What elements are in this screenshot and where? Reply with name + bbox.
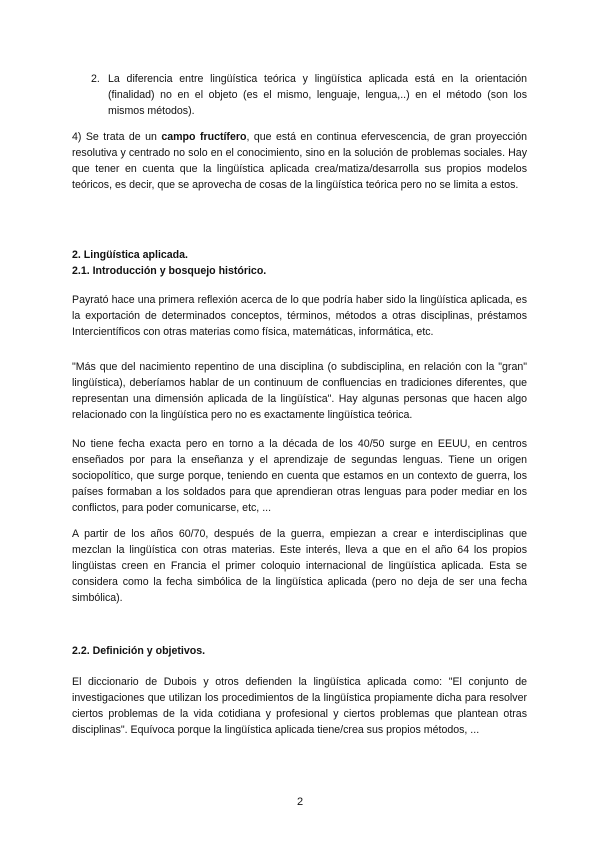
point-4-rest: , que está en continua efervescencia, de gran proyección resolutiva y centrado no solo en el conocimiento, sino en la solución de problemas sociales. Hay que tener en cuenta que la lingüística aplicada crea/matiza/desarrolla sus propios modelos teóricos, es decir, que se aprovecha de cosas de la lingüística teórica pero no se limita a estos. [72, 131, 527, 191]
point-4-paragraph [72, 129, 527, 193]
paragraph-payrato: Payrató hace una primera reflexión acerca de lo que podría haber sido la lingüística aplicada, es la exportación de determinados conceptos, términos, métodos a otras disciplinas, préstamos Intercientíficos con otras materias como física, matemáticas, informática, etc. [72, 294, 527, 338]
paragraph-60-70: A partir de los años 60/70, después de la guerra, empiezan a crear e interdisciplinas que mezclan la lingüística con otras materias. Este interés, lleva a que en el año 64 los propios lingüistas creen en Francia el primer coloquio internacional de lingüística aplicada. Esta se considera como la fecha simbólica de la lingüística aplicada (pero no deja de ser una fecha simbólica). [72, 528, 527, 604]
point-4-bold: campo fructífero [161, 131, 247, 143]
page-number: 2 [296, 796, 304, 808]
paragraph-dubois: El diccionario de Dubois y otros defienden la lingüística aplicada como: "El conjunto de investigaciones que utilizan los procedimientos de la lingüística propiamente dicha para resolver ciertos problemas de la vida cotidiana y profesional y ciertos problemas que plantean otras disciplinas". Equívoca porque la lingüística aplicada tiene/crea sus propios métodos, ... [72, 676, 527, 736]
paragraph-origin: No tiene fecha exacta pero en torno a la década de los 40/50 surge en EEUU, en centros enseñados por para la enseñanza y el aprendizaje de segundas lenguas. Tiene un origen sociopolítico, que surge porque, teniendo en cuenta que estamos en un contexto de guerra, los países formaban a los soldados para que aprendieran otras lenguas para poder mediar en los conflictos, para poder comunicarse, etc, ... [72, 438, 527, 514]
section-2-title: 2. Lingüística aplicada. [72, 249, 188, 261]
section-2-1-title: 2.1. Introducción y bosquejo histórico. [72, 265, 267, 277]
list-item-number: 2. [91, 73, 100, 85]
list-item-text: La diferencia entre lingüística teórica y lingüística aplicada está en la orientación (finalidad) no en el objeto (es el mismo, lenguaje, lengua,..) en el método (son los mismos métodos). [108, 73, 527, 117]
section-2-2-title: 2.2. Definición y objetivos. [72, 645, 206, 657]
point-4-prefix: 4) Se trata de un [72, 131, 162, 143]
paragraph-quote: "Más que del nacimiento repentino de una disciplina (o subdisciplina, en relación con la "gran" lingüística), deberíamos hablar de un continuum de confluencias en tradiciones diferentes, que representan una dimensión aplicada de la lingüística". Hay algunas personas que hacen algo relacionado con la lingüística pero no es exactamente lingüística teórica. [72, 361, 527, 421]
